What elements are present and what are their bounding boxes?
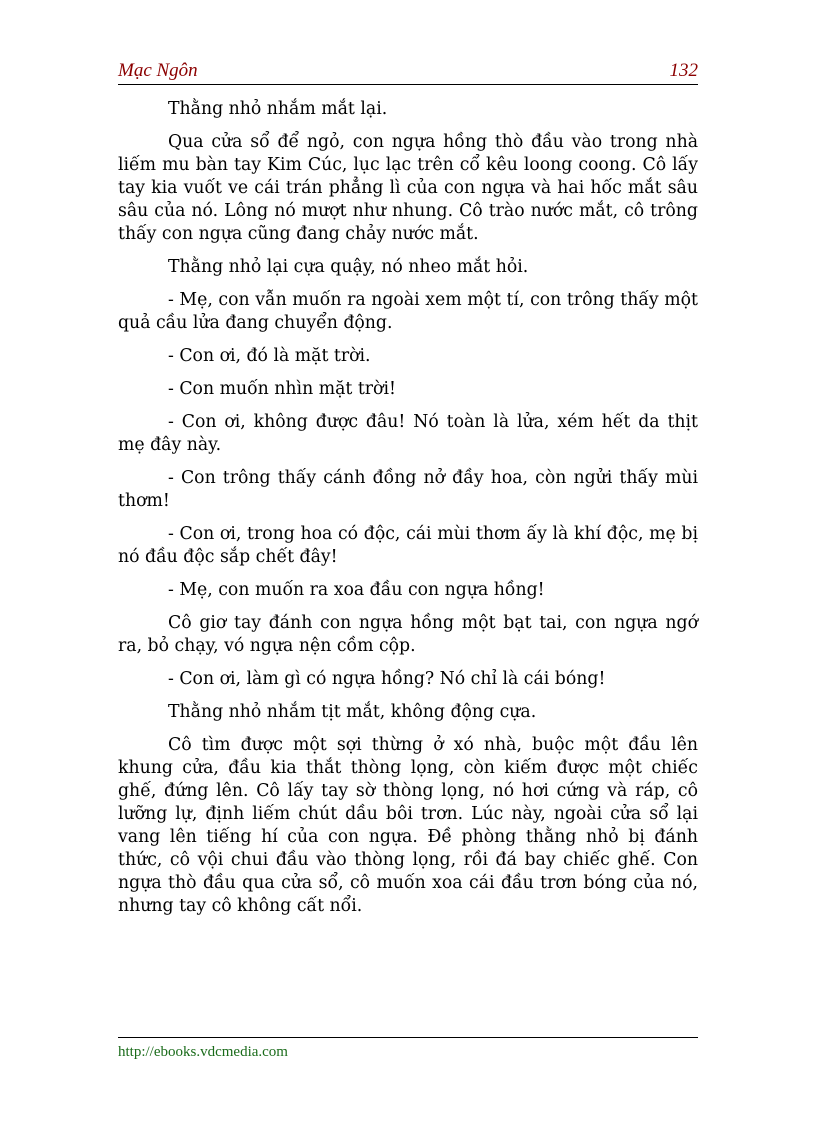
paragraph: Cô tìm được một sợi thừng ở xó nhà, buộc một đầu lên khung cửa, đầu kia thắt thòng lọng, còn kiếm được một chiếc ghế, đứng lên. Cô lấy tay sờ thòng lọng, nó hơi cứng và ráp, cô lưỡng lự, định liếm chút dầu bôi trơn. Lúc này, ngoài cửa sổ lại vang lên tiếng hí của con ngựa. Đề phòng thằng nhỏ bị đánh thức, cô vội chui đầu vào thòng lọng, rồi đá bay chiếc ghế. Con ngựa thò đầu qua cửa sổ, cô muốn xoa cái đầu trơn bóng của nó, nhưng tay cô không cất nổi. (118, 735, 698, 916)
header-divider (118, 84, 698, 85)
paragraph: - Con ơi, trong hoa có độc, cái mùi thơm ấy là khí độc, mẹ bị nó đầu độc sắp chết đây! (118, 524, 698, 567)
paragraph: - Con ơi, làm gì có ngựa hồng? Nó chỉ là cái bóng! (168, 669, 606, 689)
paragraph: - Con ơi, không được đâu! Nó toàn là lửa, xém hết da thịt mẹ đây này. (118, 412, 698, 455)
paragraph: Cô giơ tay đánh con ngựa hồng một bạt tai, con ngựa ngớ ra, bỏ chạy, vó ngựa nện cồm cộp. (118, 613, 698, 656)
paragraph: Thằng nhỏ lại cựa quậy, nó nheo mắt hỏi. (168, 257, 529, 277)
paragraph: - Con muốn nhìn mặt trời! (168, 379, 396, 399)
footer-link[interactable]: http://ebooks.vdcmedia.com (118, 1044, 288, 1060)
paragraph: - Mẹ, con muốn ra xoa đầu con ngựa hồng! (168, 580, 545, 600)
page-header (118, 60, 698, 84)
paragraph: Thằng nhỏ nhắm mắt lại. (168, 99, 388, 119)
header-page-number: 132 (669, 60, 698, 81)
paragraph: - Con trông thấy cánh đồng nở đầy hoa, còn ngửi thấy mùi thơm! (118, 468, 698, 511)
footer-divider (118, 1037, 698, 1038)
paragraph: Qua cửa sổ để ngỏ, con ngựa hồng thò đầu vào trong nhà liếm mu bàn tay Kim Cúc, lục lạc trên cổ kêu loong coong. Cô lấy tay kia vuốt ve cái trán phẳng lì của con ngựa và hai hốc mắt sâu sâu của nó. Lông nó mượt như nhung. Cô trào nước mắt, cô trông thấy con ngựa cũng đang chảy nước mắt. (118, 132, 698, 244)
paragraph: - Con ơi, đó là mặt trời. (168, 346, 371, 366)
body-text (118, 98, 698, 928)
paragraph: - Mẹ, con vẫn muốn ra ngoài xem một tí, con trông thấy một quả cầu lửa đang chuyển động. (118, 290, 698, 333)
paragraph: Thằng nhỏ nhắm tịt mắt, không động cựa. (168, 702, 537, 722)
header-author: Mạc Ngôn (118, 60, 198, 81)
